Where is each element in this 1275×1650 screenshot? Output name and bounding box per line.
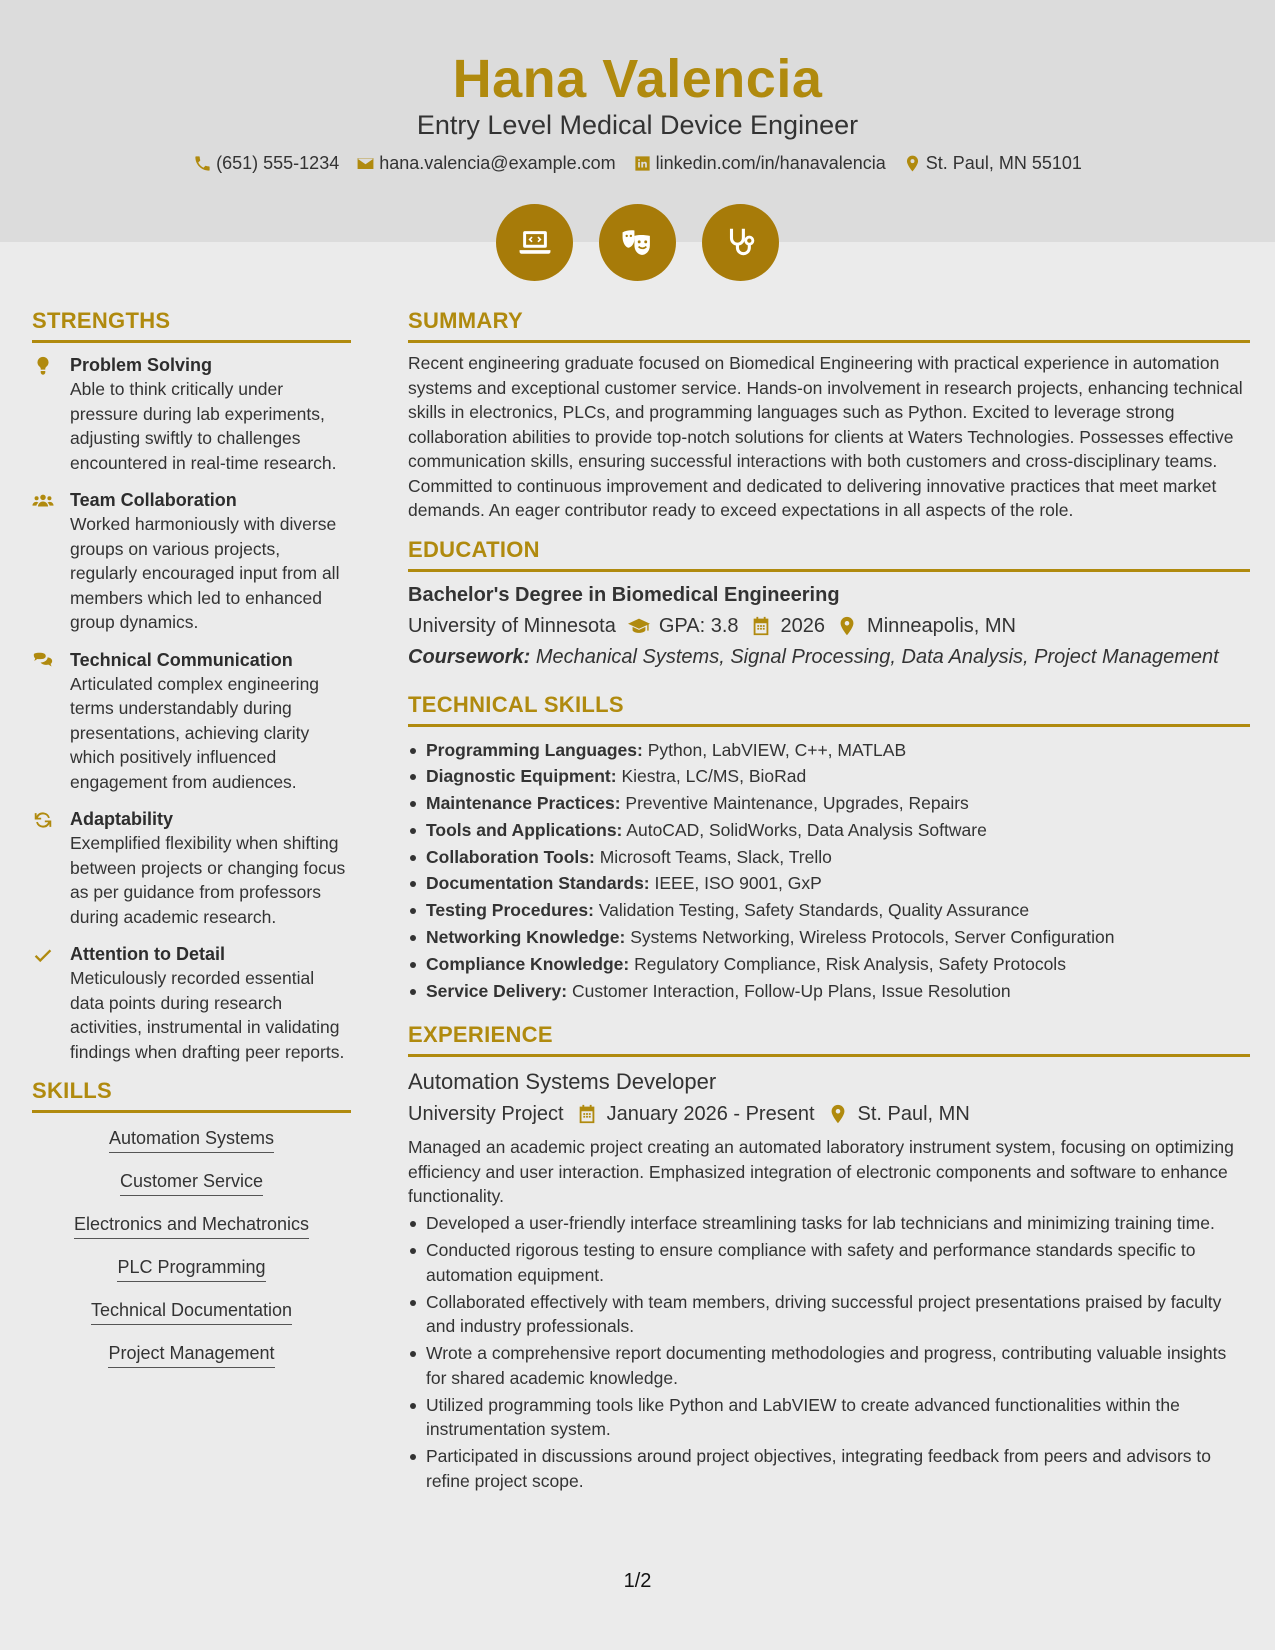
- strength-title: Attention to Detail: [70, 944, 225, 964]
- skill-item: Automation Systems: [109, 1127, 274, 1153]
- map-pin-icon: [836, 615, 858, 637]
- page-number: 1/2: [623, 1570, 652, 1592]
- lightbulb-icon: [32, 355, 54, 377]
- phone-icon: [193, 154, 212, 173]
- list-item: Conducted rigorous testing to ensure compliance with safety and performance standards specific to automation equipment.: [408, 1238, 1250, 1287]
- strength-description: Articulated complex engineering terms understandably during presentations, achieving clarity which positively influenced engagement from audiences.: [70, 673, 320, 792]
- strength-item: [32, 648, 351, 795]
- degree-title: Bachelor's Degree in Biomedical Engineering: [408, 583, 840, 606]
- job-title: Entry Level Medical Device Engineer: [416, 110, 859, 140]
- left-column: [32, 308, 351, 1385]
- laptop-code-icon: [516, 224, 554, 262]
- strength-description: Exemplified flexibility when shifting between projects or changing focus as per guidance from professors during academic research.: [70, 833, 346, 927]
- location-text: St. Paul, MN 55101: [925, 153, 1082, 173]
- education-heading: EDUCATION: [408, 537, 1250, 572]
- list-item: Documentation Standards: IEEE, ISO 9001, GxP: [408, 870, 1250, 897]
- map-pin-icon: [827, 1103, 849, 1125]
- graduation-year: 2026: [780, 614, 826, 637]
- list-item: Tools and Applications: AutoCAD, SolidWorks, Data Analysis Software: [408, 817, 1250, 844]
- list-item: Participated in discussions around project objectives, integrating feedback from peers and advisors to refine project scope.: [408, 1444, 1250, 1493]
- technical-skills-heading: TECHNICAL SKILLS: [408, 692, 1250, 727]
- skills-list: [32, 1127, 351, 1385]
- list-item: Diagnostic Equipment: Kiestra, LC/MS, BioRad: [408, 763, 1250, 790]
- right-column: [408, 308, 1250, 1496]
- comments-icon: [32, 650, 54, 672]
- list-item: Service Delivery: Customer Interaction, Follow-Up Plans, Issue Resolution: [408, 978, 1250, 1005]
- technical-skills-list: [408, 737, 1250, 1005]
- theater-masks-icon: [619, 224, 657, 262]
- skill-item: Electronics and Mechatronics: [74, 1213, 309, 1239]
- strength-title: Technical Communication: [70, 649, 293, 670]
- contact-linkedin[interactable]: [633, 153, 886, 174]
- email-text: hana.valencia@example.com: [379, 153, 616, 173]
- contact-email[interactable]: [356, 153, 615, 174]
- list-item: Testing Procedures: Validation Testing, Safety Standards, Quality Assurance: [408, 897, 1250, 924]
- hobby-laptop-code: [496, 204, 573, 281]
- list-item: Wrote a comprehensive report documenting methodologies and progress, contributing valuable insights for shared academic knowledge.: [408, 1341, 1250, 1390]
- calendar-icon: [576, 1103, 598, 1125]
- list-item: Collaboration Tools: Microsoft Teams, Slack, Trello: [408, 844, 1250, 871]
- envelope-icon: [356, 154, 375, 173]
- strength-title: Team Collaboration: [70, 490, 237, 510]
- contact-row: [0, 153, 1275, 174]
- calendar-icon: [750, 615, 772, 637]
- strength-item: [32, 353, 351, 475]
- skill-item: PLC Programming: [117, 1256, 265, 1282]
- strengths-heading: STRENGTHS: [32, 308, 351, 343]
- skills-heading: SKILLS: [32, 1078, 351, 1113]
- list-item: Developed a user-friendly interface streamlining tasks for lab technicians and minimizing training time.: [408, 1211, 1250, 1236]
- list-item: Collaborated effectively with team members, driving successful project presentations praised by faculty and industry professionals.: [408, 1290, 1250, 1339]
- experience-location: St. Paul, MN: [857, 1103, 970, 1126]
- skill-item: Project Management: [108, 1342, 274, 1368]
- experience-meta: [408, 1099, 1250, 1129]
- strength-description: Able to think critically under pressure during lab experiments, adjusting swiftly to challenges encountered in real-time research.: [70, 379, 337, 473]
- sync-icon: [32, 809, 54, 831]
- school-name: University of Minnesota: [408, 614, 616, 637]
- hobby-theater-masks: [599, 204, 676, 281]
- organization: University Project: [408, 1103, 564, 1126]
- contact-phone[interactable]: [193, 153, 339, 174]
- gpa: GPA: 3.8: [658, 614, 739, 637]
- phone-text: (651) 555-1234: [216, 153, 340, 173]
- coursework: [408, 642, 1250, 672]
- strength-description: Meticulously recorded essential data points during research activities, instrumental in validating findings when drafting peer reports.: [70, 968, 345, 1062]
- coursework-list: Mechanical Systems, Signal Processing, Data Analysis, Project Management: [535, 645, 1219, 668]
- education-location: Minneapolis, MN: [867, 614, 1016, 637]
- candidate-name: Hana Valencia: [452, 49, 823, 109]
- list-item: Compliance Knowledge: Regulatory Compliance, Risk Analysis, Safety Protocols: [408, 951, 1250, 978]
- experience-heading: EXPERIENCE: [408, 1022, 1250, 1057]
- skill-item: Customer Service: [120, 1170, 263, 1196]
- graduation-cap-icon: [628, 615, 650, 637]
- hobby-icons: [0, 204, 1275, 281]
- strength-item: [32, 807, 351, 929]
- strength-description: Worked harmoniously with diverse groups on various projects, regularly encouraged input from all members which led to enhanced group dynamics.: [70, 514, 340, 632]
- experience-bullets: [408, 1211, 1250, 1493]
- summary-text: Recent engineering graduate focused on Biomedical Engineering with practical experience in automation systems and exceptional customer service. Hands-on involvement in research projects, enhancing technical skills in electronics, PLCs, and programming languages such as Python. Excited to leverage strong collaboration abilities to provide top-notch solutions for clients at Waters Technologies. Possesses effective communication skills, ensuring successful interactions with both customers and cross-disciplinary teams. Committed to continuous improvement and dedicated to delivering innovative practices that meet market demands. An eager contributor ready to exceed expectations in all aspects of the role.: [408, 353, 1243, 520]
- experience-description: Managed an academic project creating an automated laboratory instrument system, focusing on optimizing efficiency and user interaction. Emphasized integration of electronic components and software to enhance functionality.: [408, 1137, 1234, 1207]
- linkedin-text: linkedin.com/in/hanavalencia: [655, 153, 886, 173]
- role-title: Automation Systems Developer: [408, 1069, 717, 1095]
- education-meta: [408, 612, 1250, 640]
- strength-title: Problem Solving: [70, 355, 213, 375]
- list-item: Programming Languages: Python, LabVIEW, C++, MATLAB: [408, 737, 1250, 764]
- linkedin-icon: [633, 154, 652, 173]
- strength-title: Adaptability: [70, 809, 174, 829]
- users-icon: [32, 490, 54, 512]
- date-range: January 2026 - Present: [606, 1103, 815, 1126]
- coursework-label: Coursework:: [408, 645, 531, 668]
- list-item: Maintenance Practices: Preventive Maintenance, Upgrades, Repairs: [408, 790, 1250, 817]
- hobby-stethoscope: [702, 204, 779, 281]
- contact-location: [903, 153, 1082, 174]
- list-item: Utilized programming tools like Python and LabVIEW to create advanced functionalities within the instrumentation system.: [408, 1393, 1250, 1442]
- map-pin-icon: [903, 154, 922, 173]
- skill-item: Technical Documentation: [91, 1299, 292, 1325]
- list-item: Networking Knowledge: Systems Networking, Wireless Protocols, Server Configuration: [408, 924, 1250, 951]
- stethoscope-icon: [722, 224, 760, 262]
- strength-item: [32, 942, 351, 1064]
- summary-heading: SUMMARY: [408, 308, 1250, 343]
- check-icon: [32, 944, 54, 966]
- strength-item: [32, 488, 351, 635]
